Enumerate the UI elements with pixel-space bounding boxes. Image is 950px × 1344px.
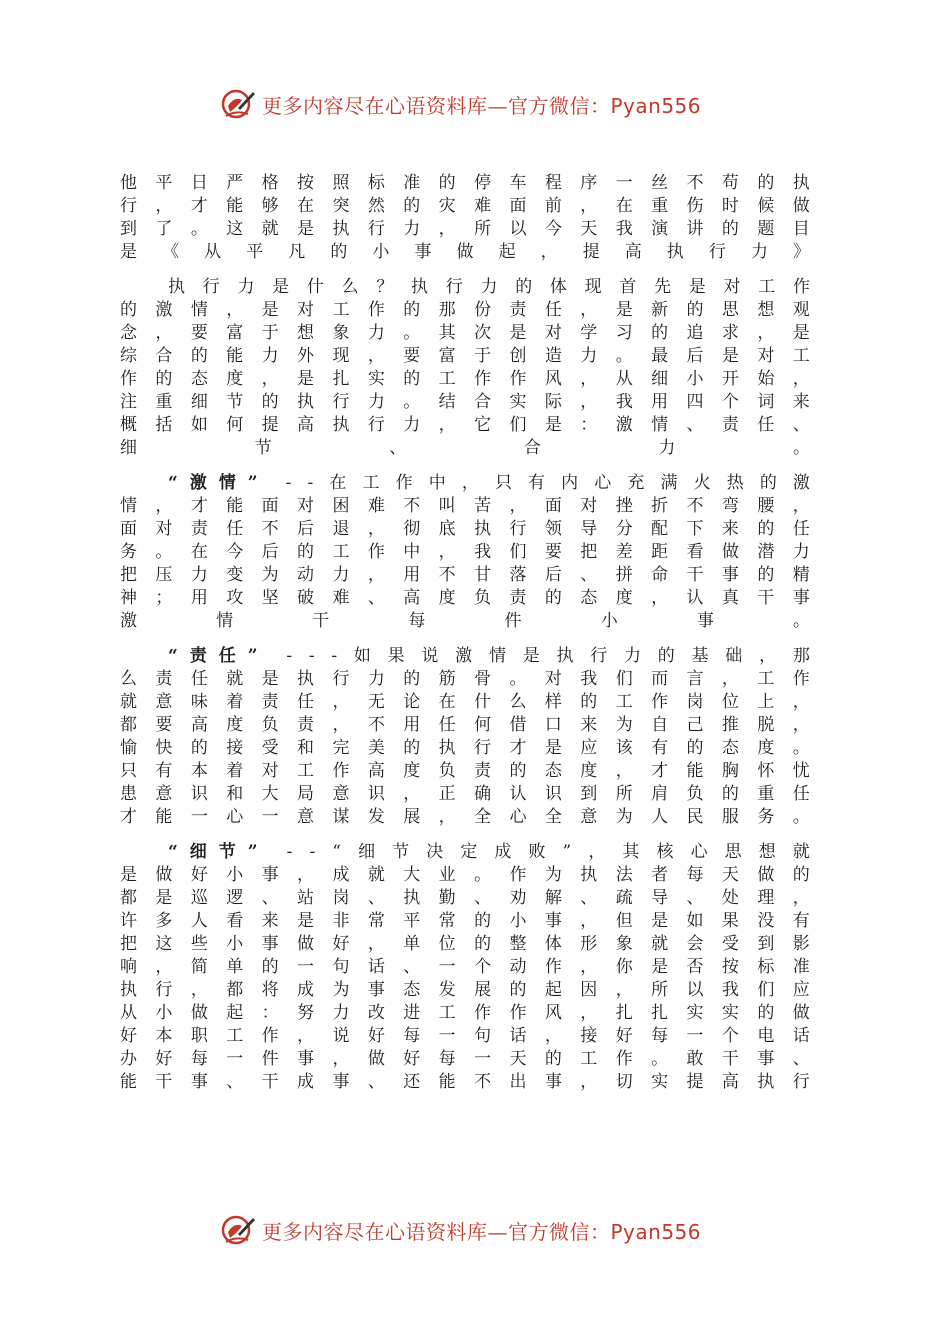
text-line: 激 情 干 每 件 小 事 。 bbox=[120, 611, 810, 631]
pen-logo-icon bbox=[220, 86, 256, 122]
text-line: 能 干 事 、 干 成 事 、 还 能 不 出 事 ， 切 实 提 高 执 行 bbox=[120, 1072, 810, 1092]
text-line: 是 做 好 小 事 ， 成 就 大 业 。 作 为 执 法 者 每 天 做 的 bbox=[120, 865, 810, 885]
text-line: “细节” - - “ 细 节 决 定 成 败 ” ， 其 核 心 思 想 就 bbox=[168, 842, 810, 862]
text-line: 的 激 情 ， 是 对 工 作 的 那 份 责 任 ， 是 新 的 思 想 观 bbox=[120, 300, 810, 320]
section-heading: “细节” bbox=[168, 842, 270, 862]
text-line: 把 这 些 小 事 做 好 ， 单 位 的 整 体 形 象 就 会 受 到 影 bbox=[120, 934, 810, 954]
text-line: 响 ， 简 单 的 一 句 话 、 一 个 动 作 ， 你 是 否 按 标 准 bbox=[120, 957, 810, 977]
text-line: 神 ； 用 攻 坚 破 难 、 高 度 负 责 的 态 度 ， 认 真 干 事 bbox=[120, 588, 810, 608]
text-line: 注 重 细 节 的 执 行 力 。 结 合 实 际 ， 我 用 四 个 词 来 bbox=[120, 392, 810, 412]
text-line: 执 行 ， 都 将 成 为 事 态 发 展 的 起 因 ， 所 以 我 们 应 bbox=[120, 980, 810, 1000]
text-line: 把 压 力 变 为 动 力 ， 用 不 甘 落 后 、 拼 命 干 事 的 精 bbox=[120, 565, 810, 585]
text-line: 好 本 职 工 作 ， 说 好 每 一 句 话 ， 接 好 每 一 个 电 话 bbox=[120, 1026, 810, 1046]
text-line: 细 节 、 合 力 。 bbox=[120, 438, 810, 458]
footer-banner bbox=[0, 1210, 950, 1250]
section-heading: “激情” bbox=[168, 473, 270, 493]
text-line: 许 多 人 看 来 是 非 常 平 常 的 小 事 ， 但 是 如 果 没 有 bbox=[120, 911, 810, 931]
text-line: 是 《 从 平 凡 的 小 事 做 起 ， 提 高 执 行 力 》 bbox=[120, 242, 810, 262]
banner-text: 更多内容尽在心语资料库—官方微信：Pyan556 bbox=[262, 94, 702, 118]
text-line: 才 能 一 心 一 意 谋 发 展 ， 全 心 全 意 为 人 民 服 务 。 bbox=[120, 807, 810, 827]
section-heading: “责任” bbox=[168, 646, 270, 666]
text-line: 么 责 任 就 是 执 行 力 的 筋 骨 。 对 我 们 而 言 ， 工 作 bbox=[120, 669, 810, 689]
text-line: 从 小 做 起 ： 努 力 改 进 工 作 作 风 ， 扎 扎 实 实 的 做 bbox=[120, 1003, 810, 1023]
text-line: 务 。 在 今 后 的 工 作 中 ， 我 们 要 把 差 距 看 做 潜 力 bbox=[120, 542, 810, 562]
text-line: 作 的 态 度 ， 是 扎 实 的 工 作 作 风 ， 从 细 小 开 始 ， bbox=[120, 369, 810, 389]
header-banner bbox=[0, 84, 950, 124]
text-line: 念 ， 要 富 于 想 象 力 。 其 次 是 对 学 习 的 追 求 ， 是 bbox=[120, 323, 810, 343]
text-line: 只 有 本 着 对 工 作 高 度 负 责 的 态 度 ， 才 能 胸 怀 忧 bbox=[120, 761, 810, 781]
text-line: “激情” - - 在 工 作 中 ， 只 有 内 心 充 满 火 热 的 激 bbox=[168, 473, 810, 493]
text-line: 面 对 责 任 不 后 退 ， 彻 底 执 行 领 导 分 配 下 来 的 任 bbox=[120, 519, 810, 539]
text-line: 综 合 的 能 力 外 现 ， 要 富 于 创 造 力 。 最 后 是 对 工 bbox=[120, 346, 810, 366]
text-line: 执 行 力 是 什 么 ？ 执 行 力 的 体 现 首 先 是 对 工 作 bbox=[168, 277, 810, 297]
text-line: 概 括 如 何 提 高 执 行 力 ， 它 们 是 ： 激 情 、 责 任 、 bbox=[120, 415, 810, 435]
text-line: 行 ， 才 能 够 在 突 然 的 灾 难 面 前 ， 在 重 伤 时 候 做 bbox=[120, 196, 810, 216]
banner-text: 更多内容尽在心语资料库—官方微信：Pyan556 bbox=[262, 1220, 702, 1244]
text-line: 到 了 。 这 就 是 执 行 力 ， 所 以 今 天 我 演 讲 的 题 目 bbox=[120, 219, 810, 239]
pen-logo-icon bbox=[220, 1212, 256, 1248]
text-line: “责任” - - - 如 果 说 激 情 是 执 行 力 的 基 础 ， 那 bbox=[168, 646, 810, 666]
document-body bbox=[120, 172, 810, 1094]
text-line: 愉 快 的 接 受 和 完 美 的 执 行 才 是 应 该 有 的 态 度 。 bbox=[120, 738, 810, 758]
text-line: 就 意 味 着 责 任 ， 无 论 在 什 么 样 的 工 作 岗 位 上 ， bbox=[120, 692, 810, 712]
text-line: 都 是 巡 逻 、 站 岗 、 执 勤 、 劝 解 、 疏 导 、 处 理 ， bbox=[120, 888, 810, 908]
text-line: 患 意 识 和 大 局 意 识 ， 正 确 认 识 到 所 肩 负 的 重 任 bbox=[120, 784, 810, 804]
text-line: 情 ， 才 能 面 对 困 难 不 叫 苦 ， 面 对 挫 折 不 弯 腰 ， bbox=[120, 496, 810, 516]
text-line: 都 要 高 度 负 责 ， 不 用 任 何 借 口 来 为 自 己 推 脱 ， bbox=[120, 715, 810, 735]
text-line: 他 平 日 严 格 按 照 标 准 的 停 车 程 序 一 丝 不 苟 的 执 bbox=[120, 173, 810, 193]
text-line: 办 好 每 一 件 事 ， 做 好 每 一 天 的 工 作 。 敢 干 事 、 bbox=[120, 1049, 810, 1069]
